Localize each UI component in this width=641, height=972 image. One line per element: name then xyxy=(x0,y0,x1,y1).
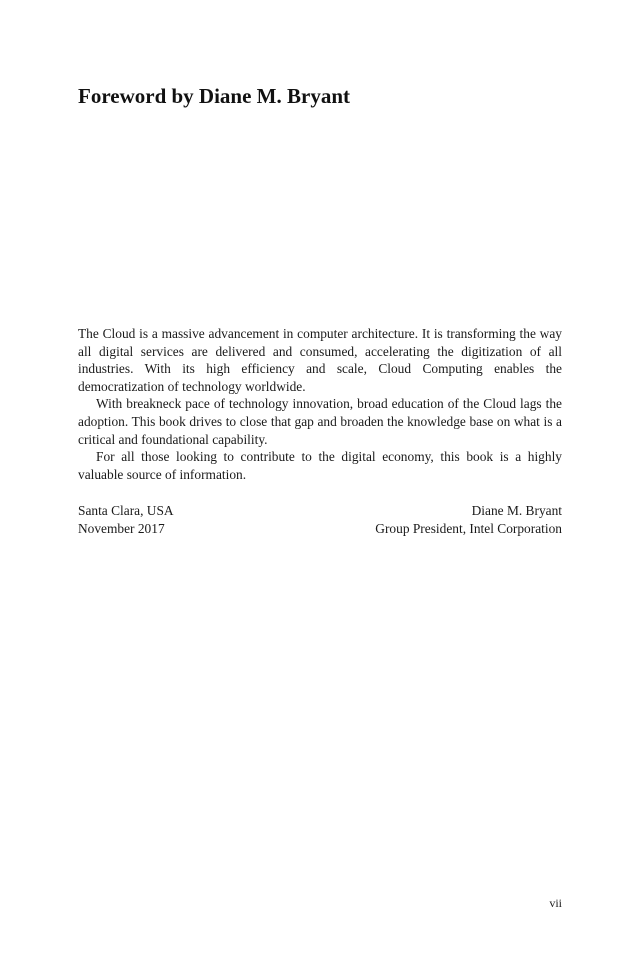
page-number: vii xyxy=(549,896,562,910)
signature-title: Group President, Intel Corporation xyxy=(375,521,562,536)
foreword-paragraph-3: For all those looking to contribute to the digital economy, this book is a highly valuable source of information. xyxy=(78,449,562,482)
foreword-paragraph-2: With breakneck pace of technology innovation, broad education of the Cloud lags the adoption. This book drives to close that gap and broaden the knowledge base on what is a critical and foundational capability. xyxy=(78,396,562,447)
foreword-heading: Foreword by Diane M. Bryant xyxy=(78,84,351,108)
signature-date: November 2017 xyxy=(78,521,165,536)
foreword-paragraph-1: The Cloud is a massive advancement in computer architecture. It is transforming the way all digital services are delivered and consumed, accelerating the digitization of all industries. With its high efficiency and scale, Cloud Computing enables the democratization of technology worldwide. xyxy=(78,326,562,394)
signature-place-date xyxy=(78,502,174,538)
signature-location: Santa Clara, USA xyxy=(78,503,174,518)
signature-name: Diane M. Bryant xyxy=(471,503,562,518)
foreword-body xyxy=(78,325,562,483)
signature-author xyxy=(375,502,562,538)
